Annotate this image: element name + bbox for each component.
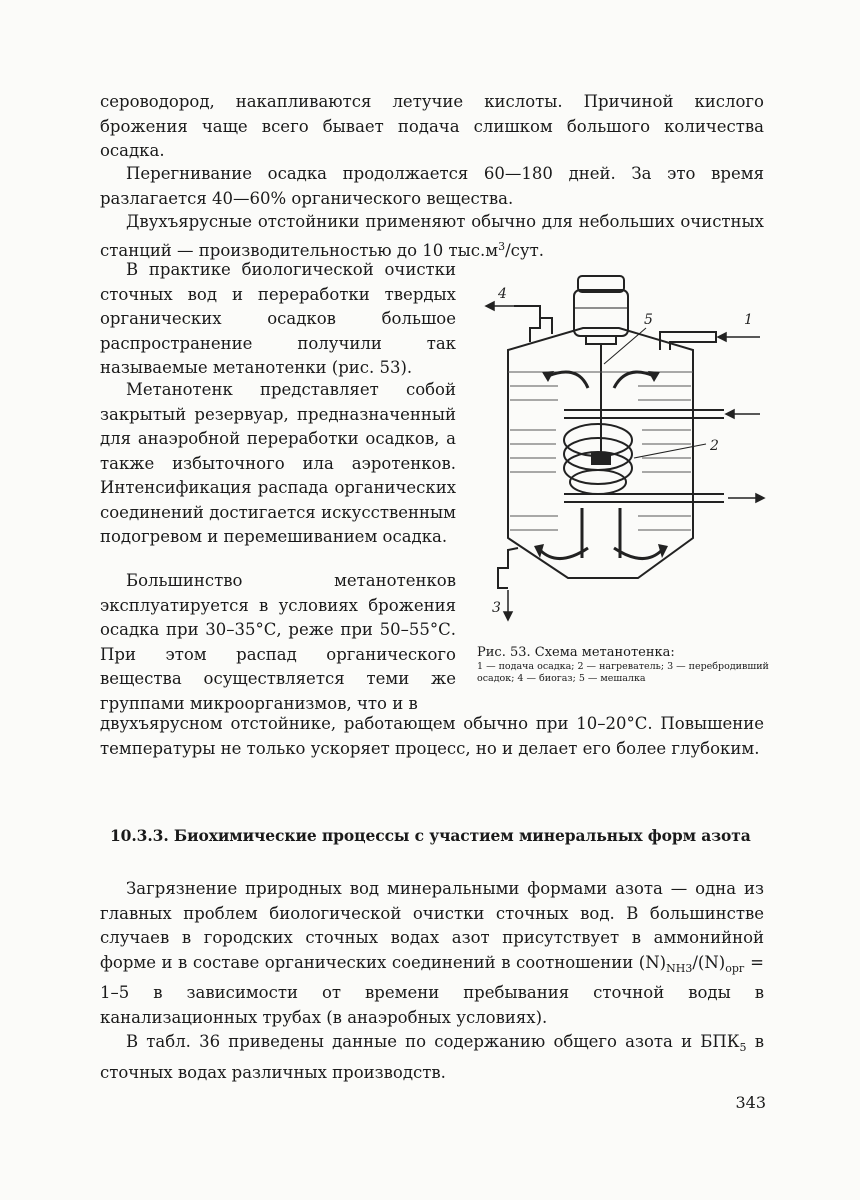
paragraph-temperature-effect: двухъярусном отстойнике, работающем обычно при 10–20°С. Повышение температуры не только ускоряет процесс, но и делает его более глубоким. <box>100 714 764 758</box>
paragraph-methane-tanks-intro: В практике биологической очистки сточных вод и переработки твердых органических осадков большое распространение получили так называемые метанотенки (рис. 53). <box>100 260 456 377</box>
methane-tank-diagram <box>478 268 768 628</box>
label-feed: 1 <box>744 312 753 328</box>
section-heading: 10.3.3. Биохимические процессы с участием минеральных форм азота <box>110 826 751 845</box>
figure-caption <box>477 644 777 685</box>
page-number: 343 <box>735 1093 766 1112</box>
paragraph-nitrogen-pollution: Загрязнение природных вод минеральными формами азота — одна из главных проблем биологической очистки сточных вод. В большинстве случаев в городских сточных водах азот присутствует в аммонийной форме и в составе органических соединений в соотношении $(N)_{NH3}/(N)_{орг} = 1-5$ в зависимости от времени пребывания сточной воды в канализационных трубах (в анаэробных условиях). <box>100 879 764 1027</box>
paragraph-fermentation-conditions: Большинство метанотенков эксплуатируется в условиях брожения осадка при 30–35°С, реже при 50–55°С. При этом распад органического вещества осуществляется теми же группами микроорганизмов, что и в <box>100 571 456 713</box>
paragraph-digestion-time: Перегнивание осадка продолжается 60—180 дней. За это время разлагается 40—60% органического вещества. <box>100 164 764 208</box>
caption-title: Рис. 53. Схема метанотенка: <box>477 645 675 660</box>
paragraph-acid-fermentation: сероводород, накапливаются летучие кислоты. Причиной кислого брожения чаще всего бывает подача слишком большого количества осадка. <box>100 92 764 160</box>
label-digested-sludge: 3 <box>492 600 501 616</box>
paragraph-methane-tank-definition: Метанотенк представляет собой закрытый резервуар, предназначенный для анаэробной переработки осадков, а также избыточного ила аэротенков. Интенсификация распада органических соединений достигается искусственным подогревом и перемешиванием осадка. <box>100 380 456 546</box>
paragraph-table-reference: В табл. 36 приведены данные по содержанию общего азота и $БПК_5$ в сточных водах различных производств. <box>100 1032 764 1082</box>
paragraph-two-tier-settlers: Двухъярусные отстойники применяют обычно для небольших очистных станций — производительностью до 10 $тыс.м^3$/сут. <box>100 212 764 260</box>
label-mixer: 5 <box>644 312 653 328</box>
caption-legend: 1 — подача осадка; 2 — нагреватель; 3 — перебродивший осадок; 4 — биогаз; 5 — мешалка <box>477 661 769 684</box>
label-biogas: 4 <box>498 286 507 302</box>
label-heater: 2 <box>710 438 719 454</box>
